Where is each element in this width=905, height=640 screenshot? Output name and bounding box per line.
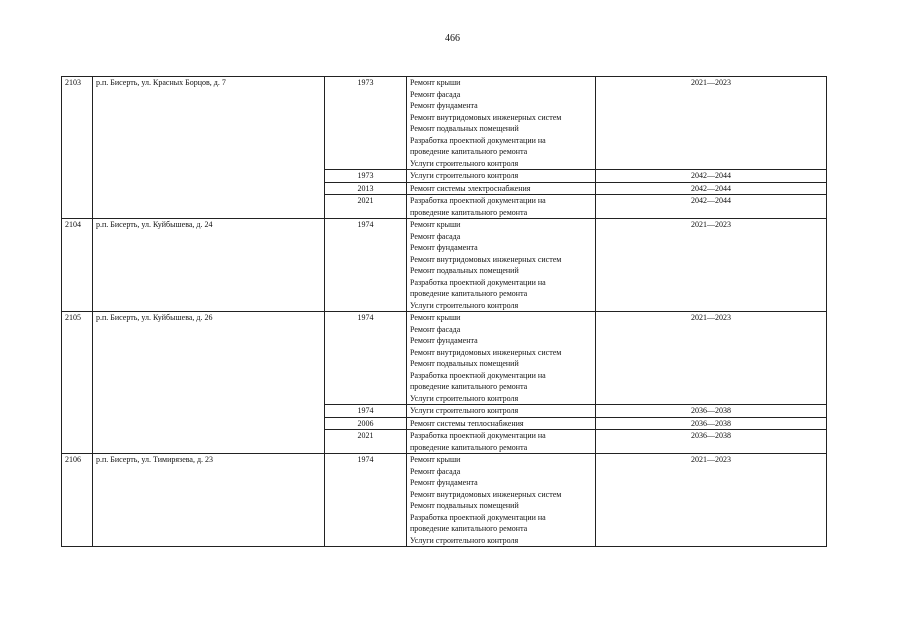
work-type-item: Ремонт фасада [410,231,461,241]
work-types [407,219,596,312]
planned-period: 2021—2023 [596,312,827,405]
work-type-item: Ремонт фундамента [410,336,478,345]
work-types [407,405,596,418]
work-type-item: Услуги строительного контроля [410,300,519,310]
repair-year: 1974 [325,312,407,405]
work-type-item: Услуги строительного контроля [410,158,519,168]
work-types [407,454,596,547]
work-types [407,77,596,170]
house-address: р.п. Бисерть, ул. Красных Борцов, д. 7 [93,77,325,219]
repair-year: 2013 [325,182,407,195]
work-type-item: Ремонт фасада [410,89,461,99]
planned-period: 2021—2023 [596,454,827,547]
work-type-item: Разработка проектной документации на [410,196,546,205]
work-type-item: Ремонт крыши [410,78,461,87]
work-types [407,182,596,195]
table-row [62,454,827,547]
planned-period: 2021—2023 [596,77,827,170]
work-type-item: проведение капитального ремонта [410,207,528,217]
work-types [407,417,596,430]
planned-period: 2042—2044 [596,170,827,183]
work-type-item: Услуги строительного контроля [410,171,519,180]
planned-period: 2036—2038 [596,417,827,430]
repair-year: 2021 [325,430,407,454]
work-type-item: проведение капитального ремонта [410,524,528,533]
repair-year: 1974 [325,405,407,418]
work-type-item: Ремонт внутридомовых инженерных систем [410,112,562,122]
table-row [62,77,827,170]
work-type-item: Ремонт фундамента [410,101,478,110]
work-types [407,195,596,219]
work-type-item: Ремонт фундамента [410,243,478,252]
table-row [62,219,827,312]
work-type-item: Разработка проектной документации на [410,277,546,287]
house-address: р.п. Бисерть, ул. Куйбышева, д. 26 [93,312,325,454]
work-type-item: проведение капитального ремонта [410,147,528,156]
work-type-item: Ремонт подвальных помещений [410,501,519,510]
work-type-item: Услуги строительного контроля [410,535,519,545]
work-type-item: Разработка проектной документации на [410,135,546,145]
work-type-item: Ремонт подвальных помещений [410,359,519,368]
repair-schedule-table [61,76,827,547]
planned-period: 2036—2038 [596,405,827,418]
work-types [407,430,596,454]
work-type-item: проведение капитального ремонта [410,442,528,452]
work-type-item: Услуги строительного контроля [410,393,519,403]
planned-period: 2042—2044 [596,195,827,219]
table-body [62,77,827,547]
house-number: 2105 [62,312,93,454]
house-number: 2103 [62,77,93,219]
repair-year: 1973 [325,77,407,170]
work-type-item: Ремонт фасада [410,324,461,334]
work-type-item: Ремонт системы электроснабжения [410,183,531,193]
table-row [62,312,827,405]
repair-year: 2006 [325,417,407,430]
page-number: 466 [445,33,460,44]
planned-period: 2021—2023 [596,219,827,312]
repair-year: 1973 [325,170,407,183]
work-type-item: проведение капитального ремонта [410,382,528,391]
planned-period: 2036—2038 [596,430,827,454]
house-number: 2104 [62,219,93,312]
work-type-item: Ремонт крыши [410,455,461,464]
work-type-item: Разработка проектной документации на [410,431,546,440]
house-number: 2106 [62,454,93,547]
work-type-item: Ремонт внутридомовых инженерных систем [410,489,562,499]
work-types [407,170,596,183]
work-type-item: Ремонт крыши [410,220,461,229]
work-type-item: Ремонт фасада [410,466,461,476]
work-type-item: Разработка проектной документации на [410,370,546,380]
repair-year: 1974 [325,219,407,312]
house-address: р.п. Бисерть, ул. Куйбышева, д. 24 [93,219,325,312]
work-type-item: проведение капитального ремонта [410,289,528,298]
work-type-item: Услуги строительного контроля [410,406,519,415]
work-type-item: Ремонт фундамента [410,478,478,487]
work-type-item: Ремонт подвальных помещений [410,266,519,275]
work-type-item: Разработка проектной документации на [410,512,546,522]
planned-period: 2042—2044 [596,182,827,195]
repair-year: 1974 [325,454,407,547]
repair-year: 2021 [325,195,407,219]
house-address: р.п. Бисерть, ул. Тимирязева, д. 23 [93,454,325,547]
work-types [407,312,596,405]
work-type-item: Ремонт подвальных помещений [410,124,519,133]
work-type-item: Ремонт системы теплоснабжения [410,418,524,428]
work-type-item: Ремонт внутридомовых инженерных систем [410,254,562,264]
work-type-item: Ремонт внутридомовых инженерных систем [410,347,562,357]
work-type-item: Ремонт крыши [410,313,461,322]
